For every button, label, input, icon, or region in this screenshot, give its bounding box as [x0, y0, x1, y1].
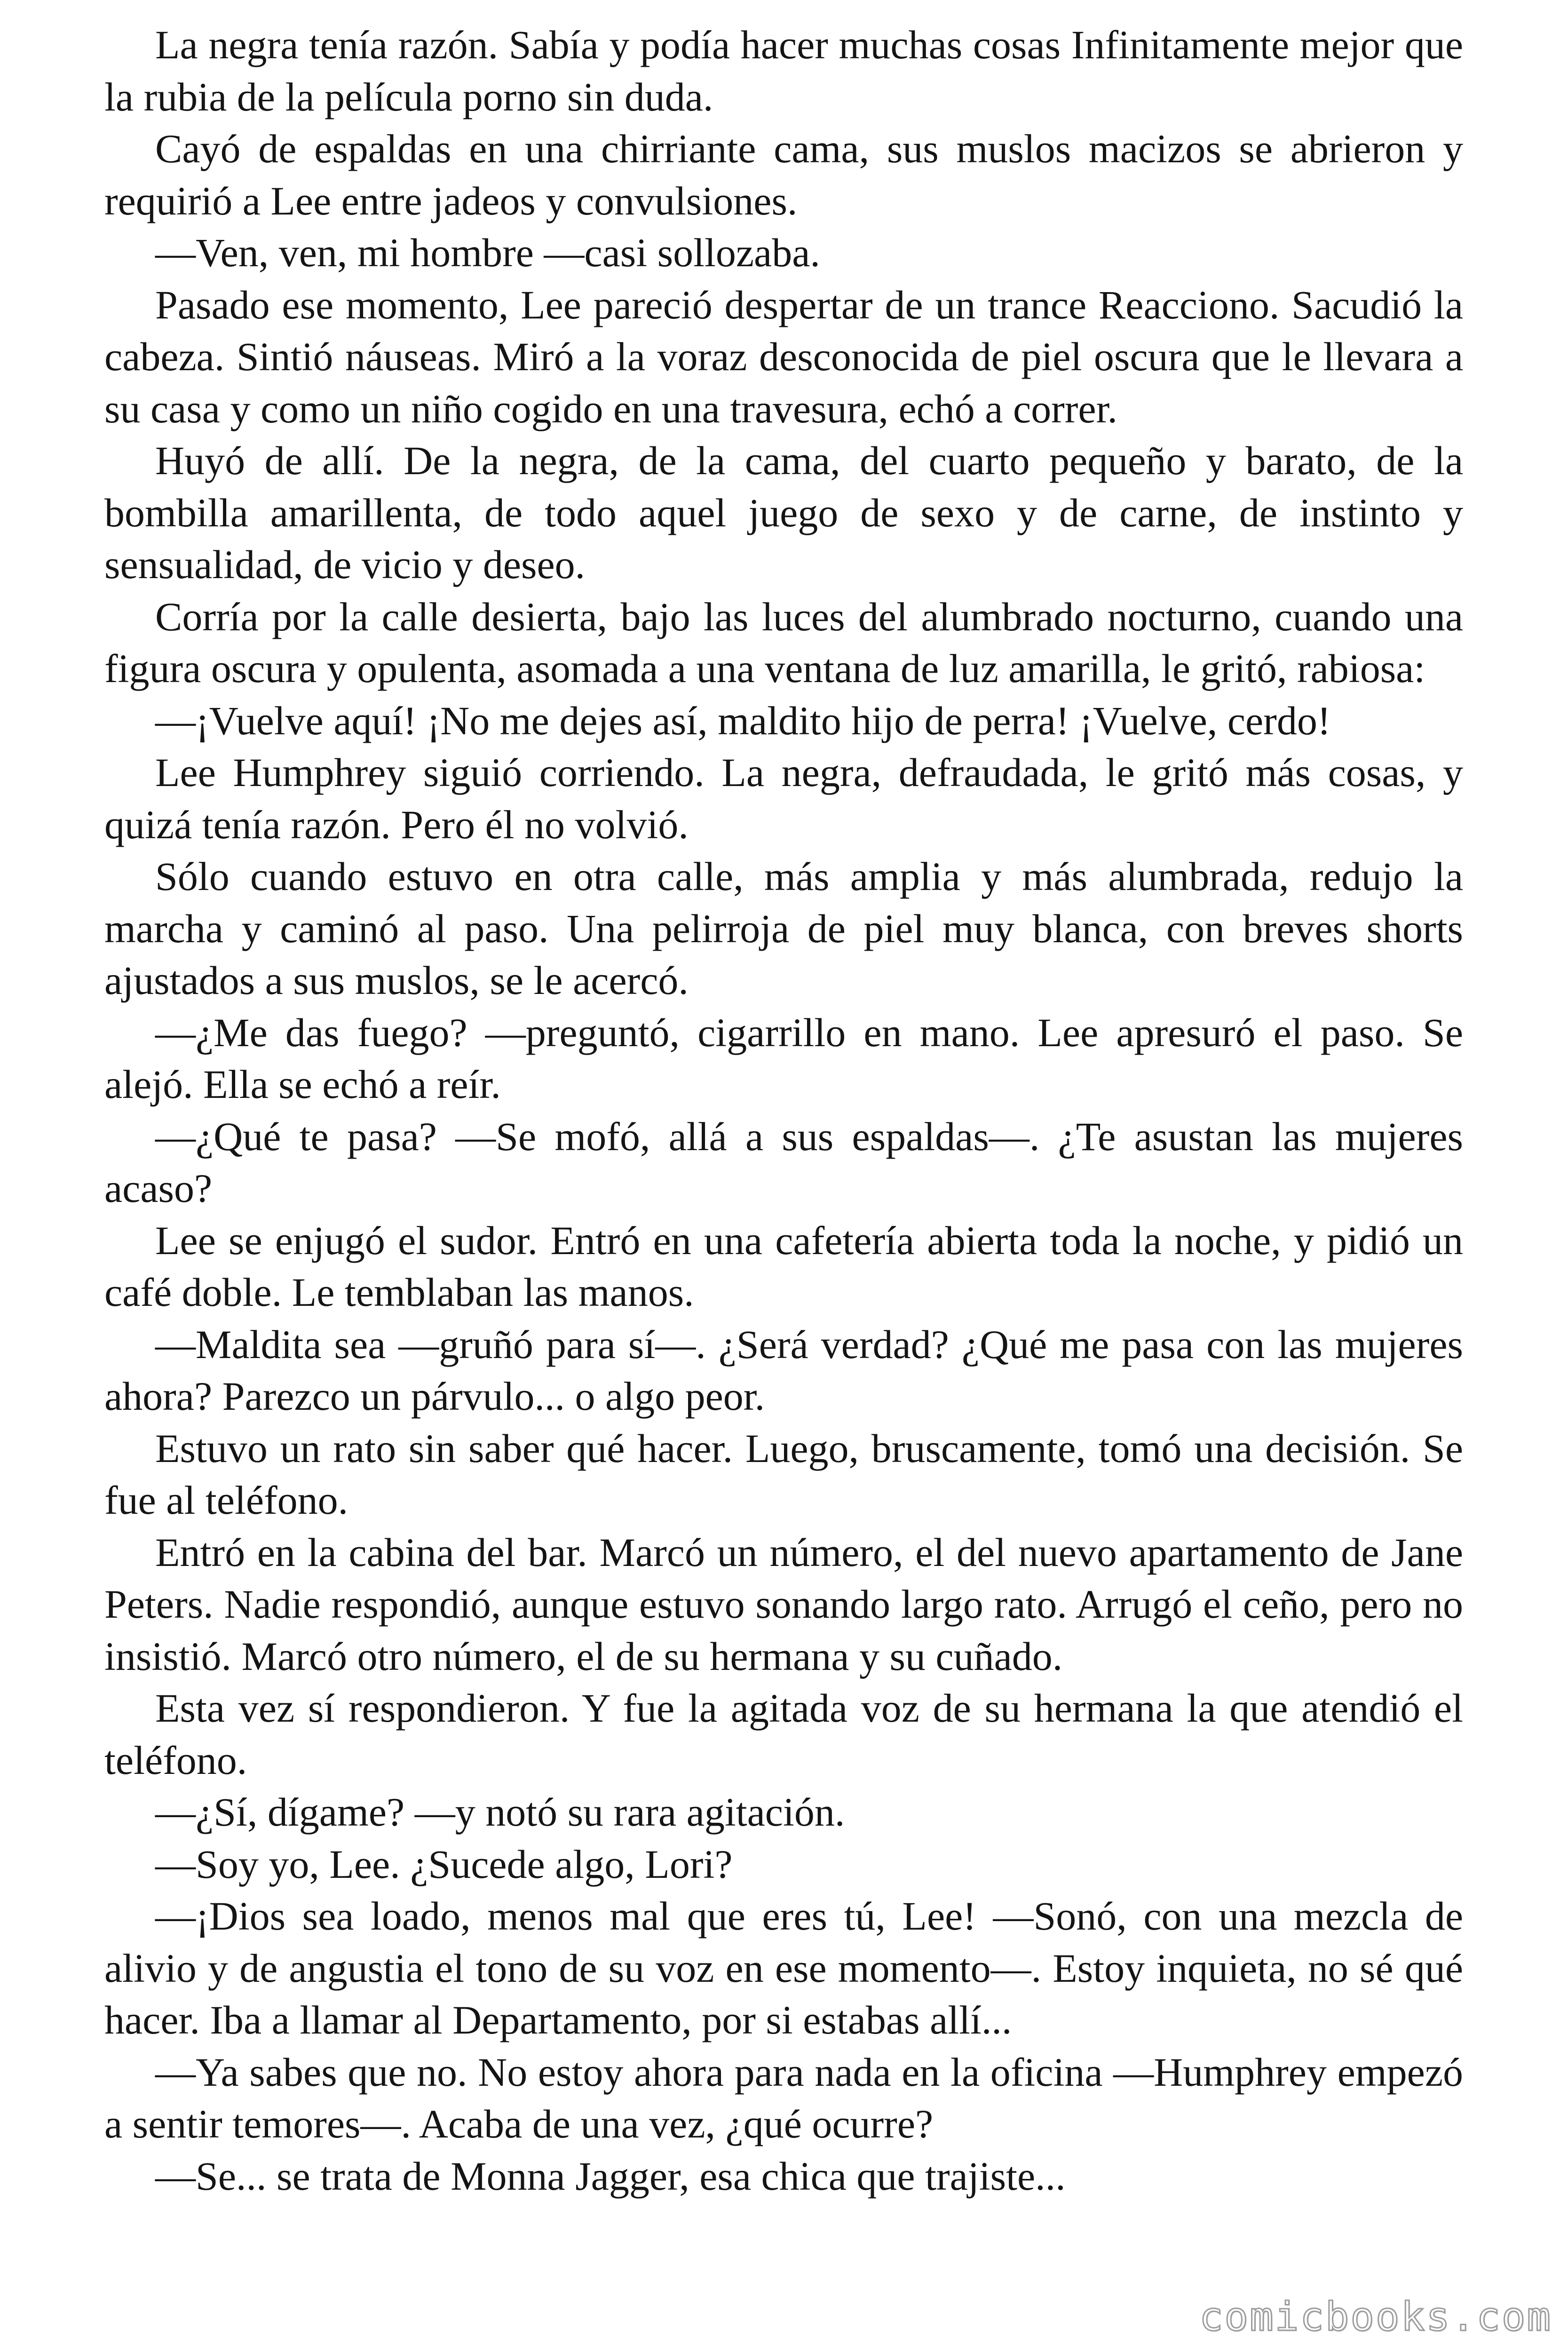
paragraph: —Soy yo, Lee. ¿Sucede algo, Lori? [155, 1841, 733, 1887]
paragraph: Cayó de espaldas en una chirriante cama, sus muslos macizos se abrieron y requirió a Lee entre jadeos y convulsiones. [104, 126, 1463, 223]
watermark: comicbooks.com [1199, 2294, 1552, 2340]
paragraph: Huyó de allí. De la negra, de la cama, del cuarto pequeño y barato, de la bombilla amarillenta, de todo aquel juego de sexo y de carne, de instinto y sensualidad, de vicio y deseo. [104, 438, 1463, 587]
paragraph: —¡Vuelve aquí! ¡No me dejes así, maldito hijo de perra! ¡Vuelve, cerdo! [155, 698, 1331, 743]
paragraph: —Ven, ven, mi hombre —casi sollozaba. [155, 230, 820, 275]
paragraph: —Se... se trata de Monna Jagger, esa chica que trajiste... [155, 2153, 1066, 2199]
paragraph: —¿Sí, dígame? —y notó su rara agitación. [155, 1789, 845, 1835]
paragraph: Corría por la calle desierta, bajo las luces del alumbrado nocturno, cuando una figura oscura y opulenta, asomada a una ventana de luz amarilla, le gritó, rabiosa: [104, 594, 1463, 691]
paragraph: La negra tenía razón. Sabía y podía hacer muchas cosas Infinitamente mejor que la rubia de la película porno sin duda. [104, 22, 1463, 119]
paragraph: Pasado ese momento, Lee pareció despertar de un trance Reacciono. Sacudió la cabeza. Sintió náuseas. Miró a la voraz desconocida de piel oscura que le llevara a su casa y como un niño cogido en una travesura, echó a correr. [104, 282, 1463, 431]
book-page-text [104, 19, 1463, 2202]
paragraph: —Ya sabes que no. No estoy ahora para nada en la oficina —Humphrey empezó a sentir temores—. Acaba de una vez, ¿qué ocurre? [104, 2049, 1463, 2146]
paragraph: Lee Humphrey siguió corriendo. La negra, defraudada, le gritó más cosas, y quizá tenía razón. Pero él no volvió. [104, 750, 1463, 847]
paragraph: —¿Qué te pasa? —Se mofó, allá a sus espaldas—. ¿Te asustan las mujeres acaso? [104, 1113, 1463, 1211]
paragraph: Lee se enjugó el sudor. Entró en una cafetería abierta toda la noche, y pidió un café doble. Le temblaban las manos. [104, 1217, 1463, 1315]
paragraph: Sólo cuando estuvo en otra calle, más amplia y más alumbrada, redujo la marcha y caminó al paso. Una pelirroja de piel muy blanca, con breves shorts ajustados a sus muslos, se le acercó. [104, 854, 1463, 1003]
paragraph: —Maldita sea —gruñó para sí—. ¿Será verdad? ¿Qué me pasa con las mujeres ahora? Parezco un párvulo... o algo peor. [104, 1321, 1463, 1419]
paragraph: Entró en la cabina del bar. Marcó un número, el del nuevo apartamento de Jane Peters. Nadie respondió, aunque estuvo sonando largo rato. Arrugó el ceño, pero no insistió. Marcó otro número, el de su hermana y su cuñado. [104, 1529, 1463, 1679]
paragraph: Esta vez sí respondieron. Y fue la agitada voz de su hermana la que atendió el teléfono. [104, 1685, 1463, 1783]
paragraph: —¡Dios sea loado, menos mal que eres tú, Lee! —Sonó, con una mezcla de alivio y de angustia el tono de su voz en ese momento—. Estoy inquieta, no sé qué hacer. Iba a llamar al Departamento, por si estabas allí... [104, 1893, 1463, 2042]
paragraph: —¿Me das fuego? —preguntó, cigarrillo en mano. Lee apresuró el paso. Se alejó. Ella se echó a reír. [104, 1009, 1463, 1107]
paragraph: Estuvo un rato sin saber qué hacer. Luego, bruscamente, tomó una decisión. Se fue al teléfono. [104, 1425, 1463, 1523]
